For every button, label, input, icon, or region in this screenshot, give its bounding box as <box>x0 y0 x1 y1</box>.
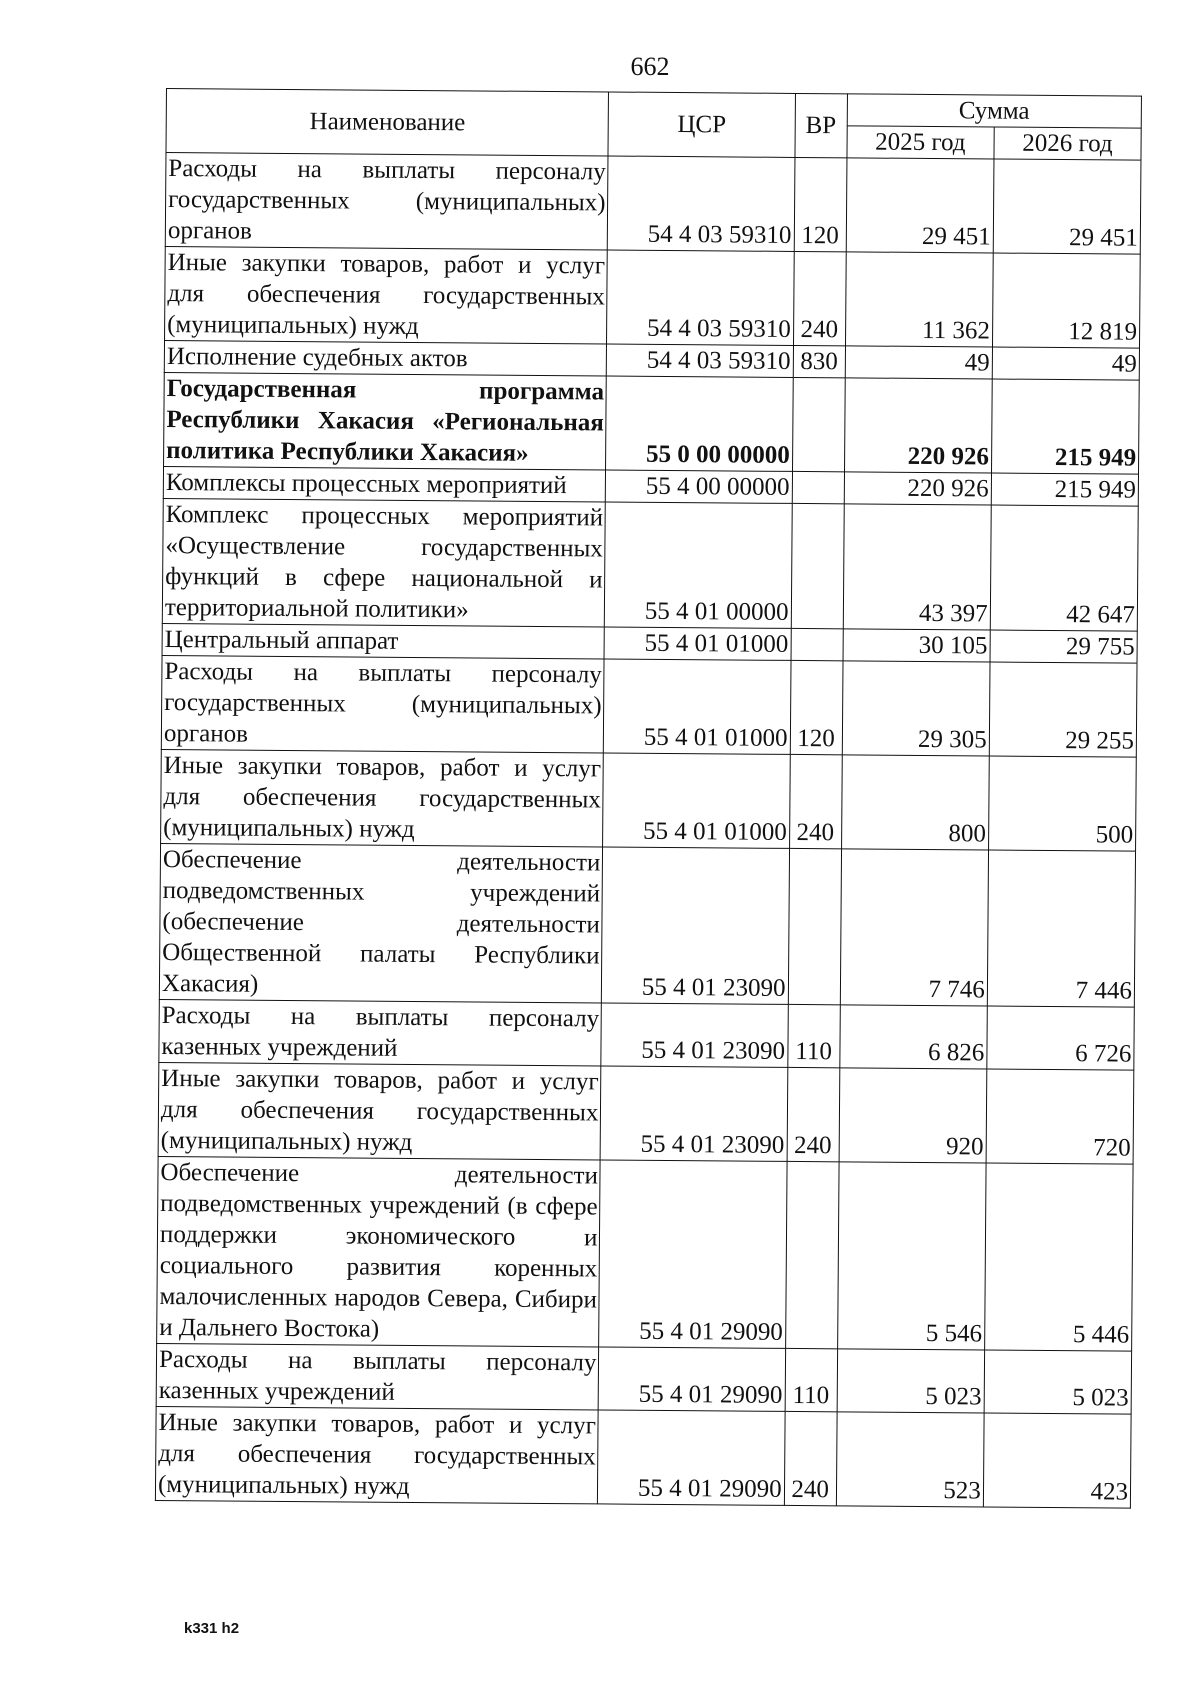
row-sum-2026-cell: 5 023 <box>984 1350 1132 1414</box>
header-csr: ЦСР <box>608 92 795 157</box>
table-row <box>165 153 1141 255</box>
row-csr-cell: 55 4 00 00000 <box>606 470 792 503</box>
row-name-cell: Иные закупки товаров, работ и услуг для обеспечения государственных (муниципальных) нужд <box>158 1062 601 1159</box>
row-vr-cell: 240 <box>784 1411 837 1505</box>
table-row <box>159 999 1134 1070</box>
row-sum-2025-cell: 29 451 <box>846 158 994 253</box>
header-year-2025: 2025 год <box>847 126 994 159</box>
row-sum-2026-cell: 215 949 <box>991 473 1138 506</box>
row-sum-2025-cell: 523 <box>836 1412 984 1507</box>
row-name-cell: Исполнение судебных актов <box>164 340 607 375</box>
row-sum-2026-cell: 5 446 <box>984 1163 1133 1351</box>
row-name-cell: Иные закупки товаров, работ и услуг для обеспечения государственных (муниципальных) нужд <box>155 1406 598 1503</box>
table-row <box>164 372 1140 474</box>
row-vr-cell <box>788 848 841 1004</box>
row-sum-2026-cell: 423 <box>983 1413 1131 1508</box>
row-sum-2025-cell: 5 546 <box>837 1162 986 1350</box>
row-csr-cell: 55 4 01 29090 <box>599 1160 787 1348</box>
header-sum: Сумма <box>847 94 1142 128</box>
row-sum-2025-cell: 29 305 <box>842 661 990 756</box>
table-row <box>161 749 1137 851</box>
row-vr-cell <box>792 377 845 471</box>
row-vr-cell <box>791 503 844 628</box>
row-sum-2025-cell: 800 <box>841 755 989 850</box>
row-name-cell: Иные закупки товаров, работ и услуг для обеспечения государственных (муниципальных) нужд <box>161 749 604 846</box>
row-sum-2025-cell: 220 926 <box>844 378 992 473</box>
footer-code: k331 h2 <box>184 1620 240 1637</box>
budget-table-container <box>155 88 1142 1509</box>
row-name-cell: Расходы на выплаты персоналу казенных учреждений <box>156 1343 599 1409</box>
row-sum-2025-cell: 11 362 <box>845 252 993 347</box>
row-name-cell: Расходы на выплаты персоналу государственных (муниципальных) органов <box>161 655 604 752</box>
row-vr-cell: 110 <box>787 1004 840 1067</box>
row-vr-cell: 240 <box>789 754 842 848</box>
row-vr-cell: 240 <box>787 1067 840 1161</box>
row-vr-cell <box>785 1161 839 1348</box>
header-vr: ВР <box>795 93 848 157</box>
row-name-cell: Центральный аппарат <box>162 623 605 658</box>
row-sum-2025-cell: 220 926 <box>844 472 991 505</box>
row-vr-cell: 110 <box>785 1348 838 1411</box>
row-csr-cell: 55 4 01 29090 <box>599 1347 786 1411</box>
row-csr-cell: 55 4 01 23090 <box>602 847 789 1004</box>
table-row <box>162 498 1138 631</box>
row-sum-2026-cell: 29 451 <box>993 159 1141 254</box>
row-sum-2025-cell: 7 746 <box>840 849 988 1006</box>
row-sum-2025-cell: 5 023 <box>837 1349 985 1413</box>
row-sum-2026-cell: 49 <box>992 347 1139 380</box>
table-row <box>165 246 1141 348</box>
row-sum-2026-cell: 720 <box>986 1069 1134 1164</box>
table-row <box>158 1062 1134 1164</box>
header-name: Наименование <box>166 89 609 156</box>
table-row <box>159 843 1135 1007</box>
row-name-cell: Комплексы процессных мероприятий <box>163 466 606 501</box>
row-csr-cell: 55 4 01 29090 <box>598 1410 785 1505</box>
row-sum-2026-cell: 215 949 <box>991 379 1139 474</box>
row-sum-2026-cell: 7 446 <box>987 850 1135 1007</box>
row-csr-cell: 54 4 03 59310 <box>607 344 793 377</box>
row-vr-cell <box>791 628 843 660</box>
row-sum-2026-cell: 6 726 <box>987 1006 1135 1070</box>
row-name-cell: Обеспечение деятельности подведомственных учреждений (в сфере поддержки экономического и социального развития коренных малочисленных народов Севера, Сибири и Дальнего Востока) <box>157 1156 601 1346</box>
row-csr-cell: 55 0 00 00000 <box>606 376 793 471</box>
row-vr-cell: 120 <box>794 157 847 251</box>
row-csr-cell: 55 4 01 01000 <box>604 627 790 660</box>
row-name-cell: Расходы на выплаты персоналу казенных учреждений <box>159 999 602 1065</box>
table-row <box>157 1156 1133 1351</box>
row-sum-2025-cell: 49 <box>845 346 992 379</box>
row-name-cell: Иные закупки товаров, работ и услуг для обеспечения государственных (муниципальных) нужд <box>165 246 608 343</box>
row-csr-cell: 55 4 01 23090 <box>601 1066 788 1161</box>
row-sum-2026-cell: 29 255 <box>989 662 1137 757</box>
row-sum-2026-cell: 42 647 <box>990 505 1138 631</box>
row-vr-cell: 240 <box>793 251 846 345</box>
table-row <box>161 655 1137 757</box>
row-sum-2025-cell: 6 826 <box>839 1005 987 1069</box>
row-vr-cell <box>792 471 844 503</box>
row-csr-cell: 55 4 01 23090 <box>601 1003 788 1067</box>
row-vr-cell: 830 <box>793 345 845 377</box>
budget-table <box>155 88 1142 1509</box>
row-sum-2026-cell: 500 <box>988 756 1136 851</box>
row-csr-cell: 54 4 03 59310 <box>608 156 795 251</box>
row-sum-2025-cell: 30 105 <box>843 629 990 662</box>
row-name-cell: Комплекс процессных мероприятий «Осуществление государственных функций в сфере национальной и территориальной политики» <box>162 498 605 626</box>
row-name-cell: Обеспечение деятельности подведомственных учреждений (обеспечение деятельности Общественной палаты Республики Хакасия) <box>159 843 603 1002</box>
table-row <box>156 1343 1131 1414</box>
row-name-cell: Государственная программа Республики Хакасия «Региональная политика Республики Хакасия» <box>164 372 607 469</box>
header-year-2026: 2026 год <box>994 127 1141 160</box>
row-vr-cell: 120 <box>790 660 843 754</box>
row-csr-cell: 54 4 03 59310 <box>607 250 794 345</box>
row-sum-2026-cell: 12 819 <box>992 253 1140 348</box>
table-row <box>155 1406 1131 1508</box>
page-number: 662 <box>630 52 670 81</box>
row-sum-2025-cell: 920 <box>839 1068 987 1163</box>
row-sum-2025-cell: 43 397 <box>843 504 991 630</box>
row-sum-2026-cell: 29 755 <box>990 630 1137 663</box>
row-csr-cell: 55 4 01 01000 <box>603 753 790 848</box>
row-csr-cell: 55 4 01 01000 <box>604 659 791 754</box>
row-csr-cell: 55 4 01 00000 <box>605 502 792 628</box>
table-body <box>155 153 1141 1509</box>
row-name-cell: Расходы на выплаты персоналу государственных (муниципальных) органов <box>165 153 608 250</box>
